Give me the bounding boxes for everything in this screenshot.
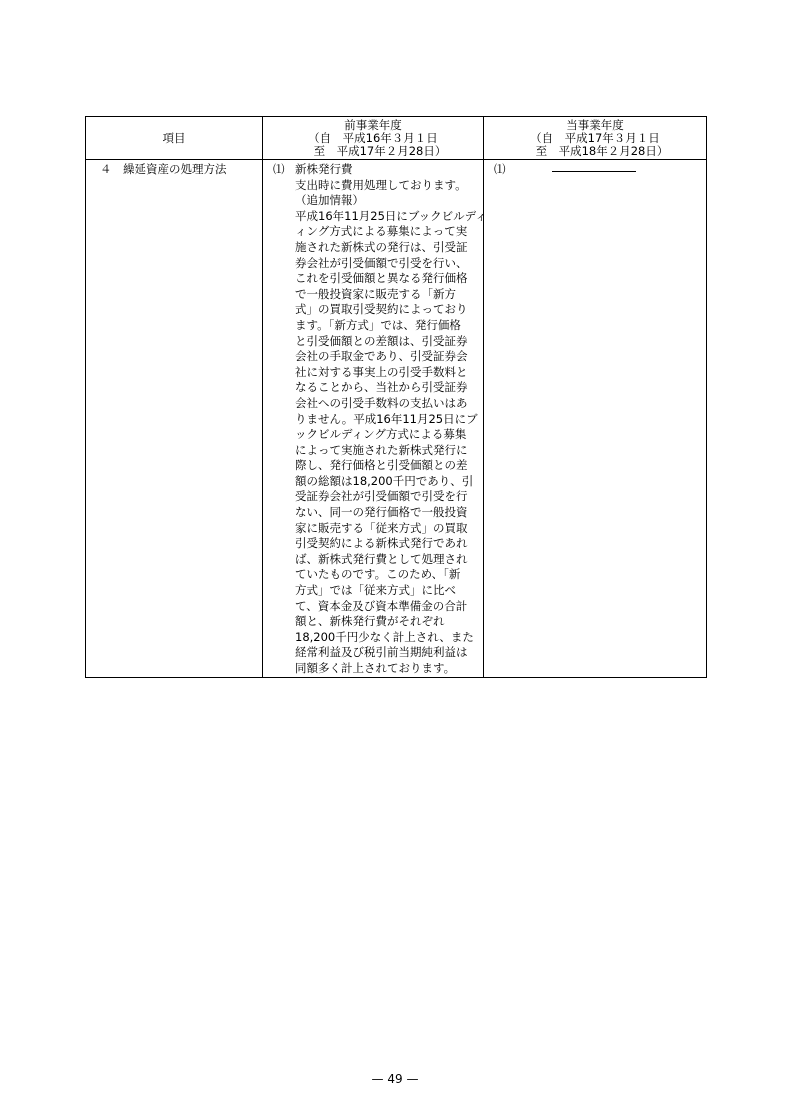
previous-policy-line: 経常利益及び税引前当期純利益は [295,645,468,660]
previous-policy-line: 式」の買取引受契約によっており [295,302,468,317]
previous-policy-line: （追加情報） [295,193,364,208]
previous-policy-line: 会社の手取金であり、引受証券会 [295,349,468,364]
previous-policy-line: と引受価額との差額は、引受証券 [295,333,468,348]
previous-policy-line: りません。平成16年11月25日にブ [295,411,478,426]
previous-policy-line: ば、新株式発行費として処理され [295,551,468,566]
previous-policy-line: ックビルディング方式による募集 [295,427,467,442]
header-previous-period-cell [263,117,484,160]
previous-policy-line: 18,200千円少なく計上され、また [295,629,474,644]
row-item-label: ４ 繰延資産の処理方法 [100,162,227,176]
previous-policy-line: 受証券会社が引受価額で引受を行 [295,489,468,504]
previous-policy-line: ィング方式による募集によって実 [295,224,468,239]
header-item-cell [86,117,263,160]
not-applicable-line [552,171,636,172]
current-policy-number: ⑴ [494,162,506,176]
previous-policy-line: で一般投資家に販売する「新方 [295,286,456,301]
previous-policy-line: なることから、当社から引受証券 [295,380,468,395]
previous-policy-title: 新株発行費 [295,162,353,176]
previous-period-to: 至 平成17年２月28日） [313,144,447,158]
previous-policy-line: 同額多く計上されております。 [295,661,456,675]
previous-policy-line: 施された新株式の発行は、引受証 [295,239,468,254]
previous-policy-line: 家に販売する「従来方式」の買取 [295,520,468,535]
previous-period-title: 前事業年度 [344,118,402,132]
previous-policy-line: 支出時に費用処理しております。 [295,177,467,192]
current-period-title: 当事業年度 [566,118,624,132]
row-item-cell [86,160,263,678]
header-current-period-cell [484,117,707,160]
row-previous-period-cell [263,160,487,678]
previous-policy-line: 額と、新株発行費がそれぞれ [295,614,445,629]
previous-policy-line: によって実施された新株式発行に [295,442,468,457]
previous-policy-line: 社に対する事実上の引受手数料と [295,364,468,379]
previous-policy-line: ない、同一の発行価格で一般投資 [295,505,468,520]
previous-policy-line: て、資本金及び資本準備金の合計 [295,598,468,613]
previous-policy-number: ⑴ [273,162,285,176]
previous-policy-line: 会社への引受手数料の支払いはあ [295,395,468,410]
page-number: — 49 — [371,1072,419,1086]
current-period-to: 至 平成18年２月28日） [535,144,669,158]
previous-policy-line: 平成16年11月25日にブックビルディ [295,208,487,223]
table-header-row [86,117,707,160]
previous-policy-line: ていたものです。このため、「新 [295,567,461,582]
previous-policy-line: 額の総額は18,200千円であり、引 [295,473,474,488]
previous-policy-heading [273,162,477,178]
current-period-from: （自 平成17年３月１日 [530,131,660,145]
previous-policy-line: ます。「新方式」では、発行価格 [295,317,461,332]
previous-policy-line: 引受契約による新株式発行であれ [295,536,468,551]
header-item-label: 項目 [162,130,186,145]
previous-policy-line: 方式」では「従来方式」に比べ [295,583,456,598]
previous-policy-line: 際し、発行価格と引受価額との差 [295,458,468,473]
row-current-period-cell [484,160,707,678]
previous-period-from: （自 平成16年３月１日 [308,131,438,145]
previous-policy-text [273,177,487,677]
accounting-policy-table [85,116,707,678]
previous-policy-line: これを引受価額と異なる発行価格 [295,271,468,286]
table-row [86,160,707,678]
previous-policy-line: 券会社が引受価額で引受を行い、 [295,255,468,270]
